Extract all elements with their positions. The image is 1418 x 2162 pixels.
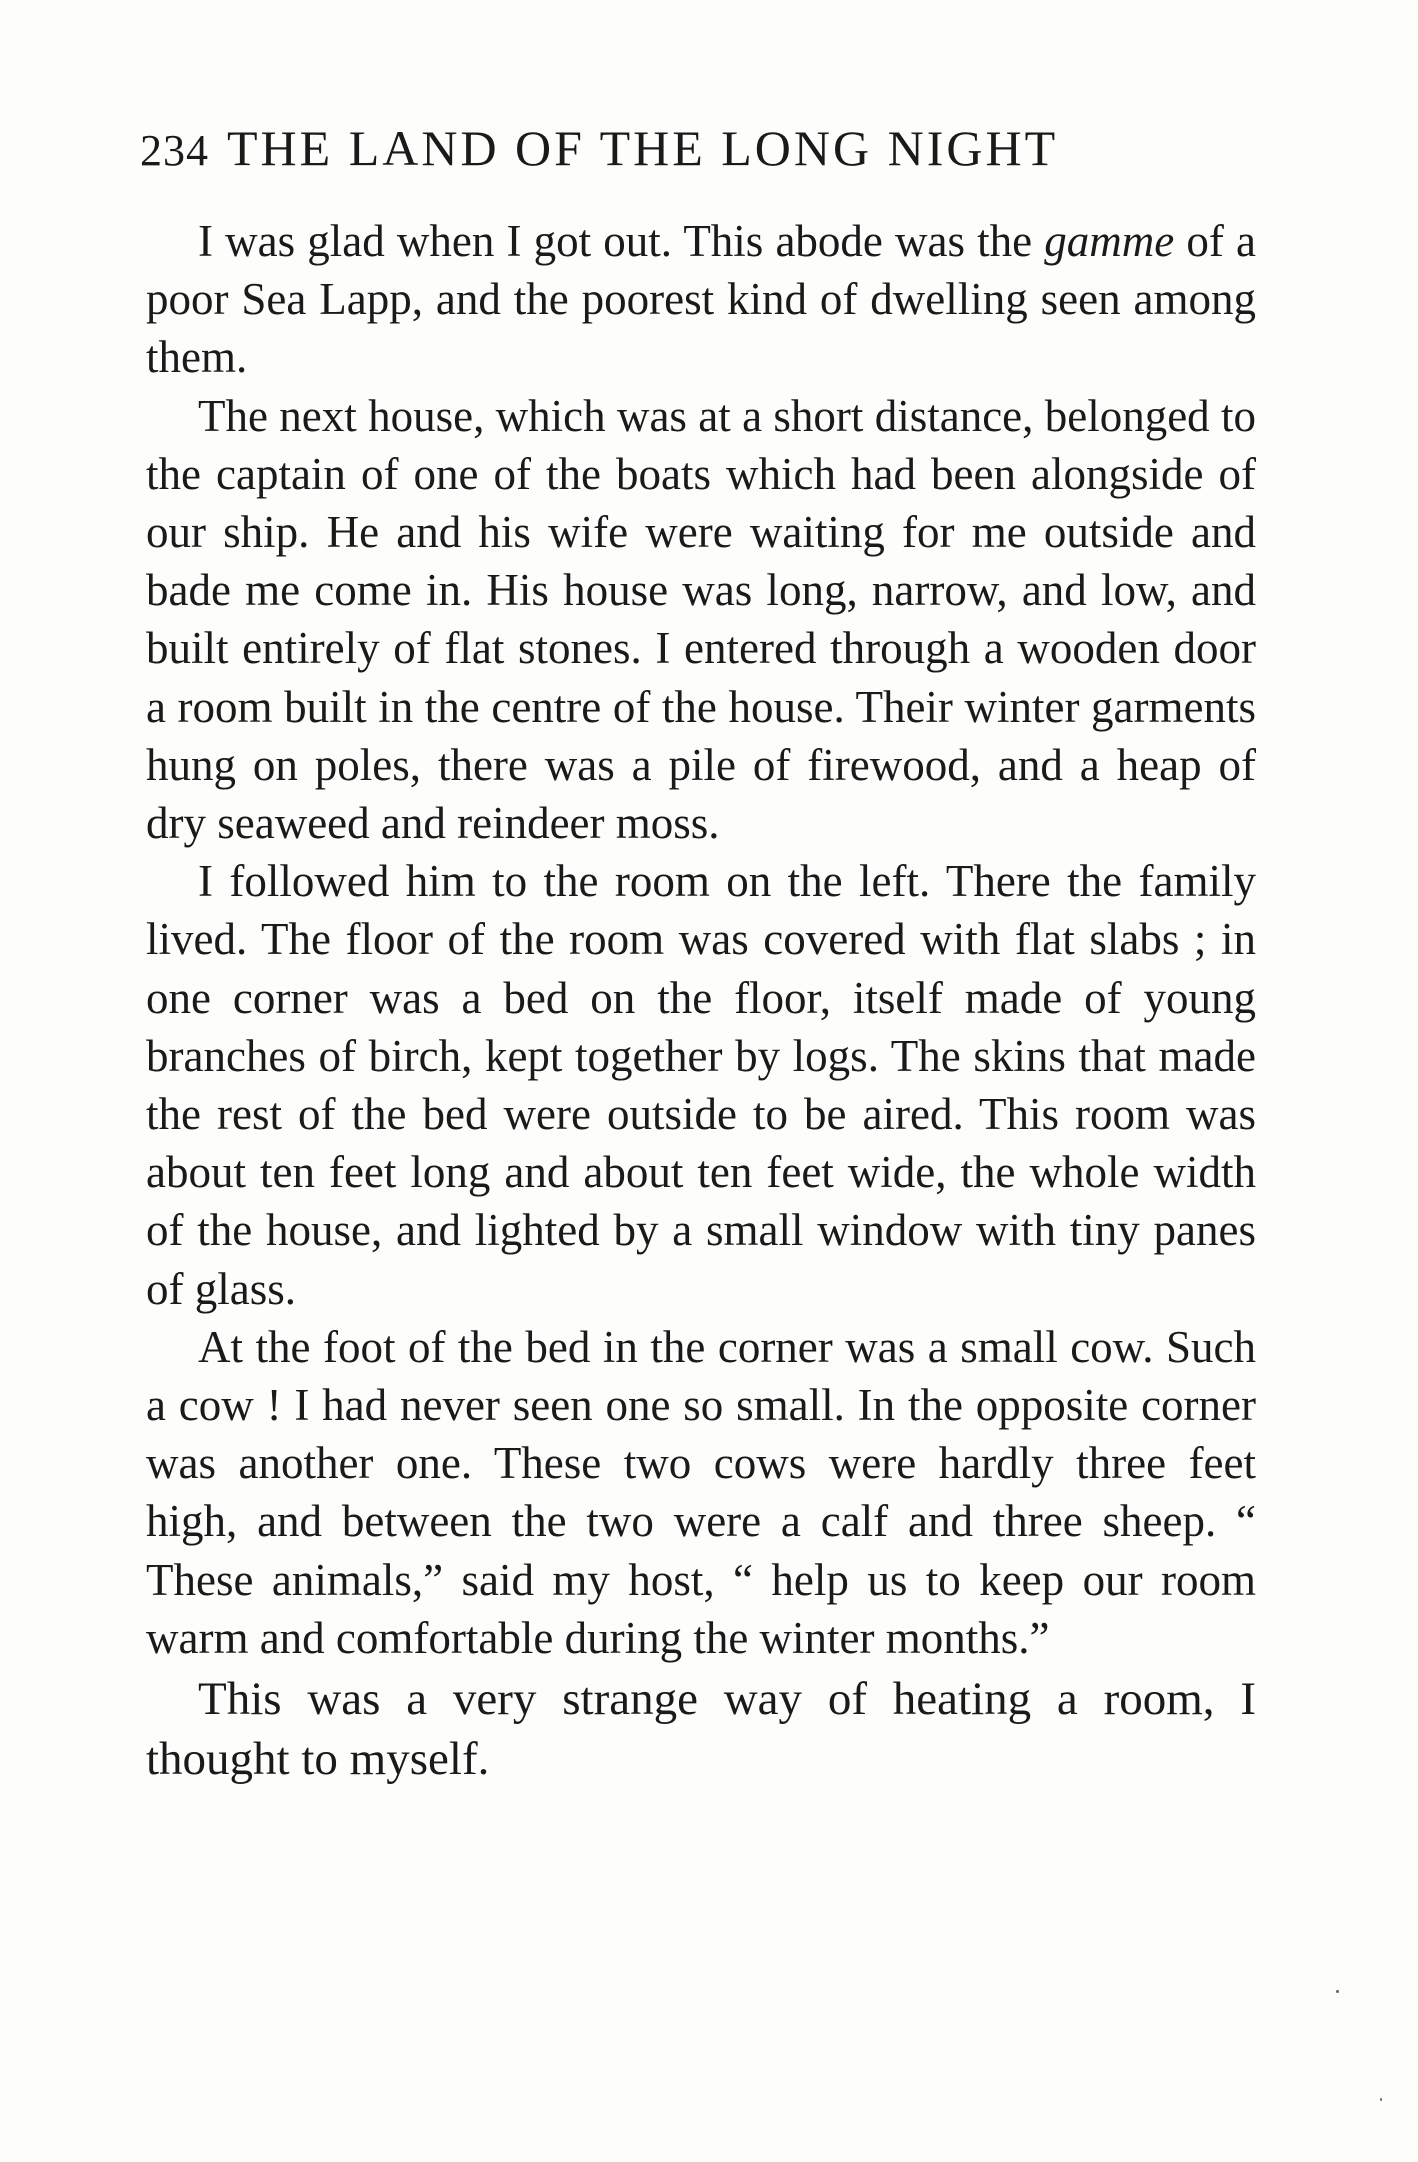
paragraph-text: of a poor Sea Lapp, and the poorest kind of dwelling seen among them. <box>146 216 1257 383</box>
paragraph: I followed him to the room on the left. There the family lived. The floor of the room was covered with flat slabs ; in one corner was a bed on the floor, itself made of young branches of birch, kept together by logs. The skins that made the rest of the bed were outside to be aired. This room was about ten feet long and about ten feet wide, the whole width of the house, and lighted by a small window with tiny panes of glass. <box>146 856 1256 1314</box>
running-title: THE LAND OF THE LONG NIGHT <box>227 120 1059 176</box>
running-head <box>140 118 1260 178</box>
emphasized-word: gamme <box>1044 216 1175 266</box>
paragraph: The next house, which was at a short distance, belonged to the captain of one of the boats which had been alongside of our ship. He and his wife were waiting for me outside and bade me come in. His house was long, narrow, and low, and built entirely of flat stones. I entered through a wooden door a room built in the centre of the house. Their winter garments hung on poles, there was a pile of firewood, and a heap of dry seaweed and reindeer moss. <box>146 390 1256 849</box>
paragraph: At the foot of the bed in the corner was a small cow. Such a cow ! I had never seen one so small. In the opposite corner was another one. These two cows were hardly three feet high, and between the two were a calf and three sheep. “ These animals,” said my host, “ help us to keep our room warm and comfortable during the winter months.” <box>146 1321 1256 1663</box>
print-speck <box>1380 2098 1382 2101</box>
paragraph <box>146 212 1256 387</box>
paragraph-text: I was glad when I got out. This abode was the <box>198 216 1045 266</box>
paragraph: This was a very strange way of heating a room, I thought to myself. <box>146 1673 1256 1786</box>
body-text <box>146 212 1256 1789</box>
print-speck <box>1336 1990 1339 1993</box>
page-number: 234 <box>140 126 209 175</box>
